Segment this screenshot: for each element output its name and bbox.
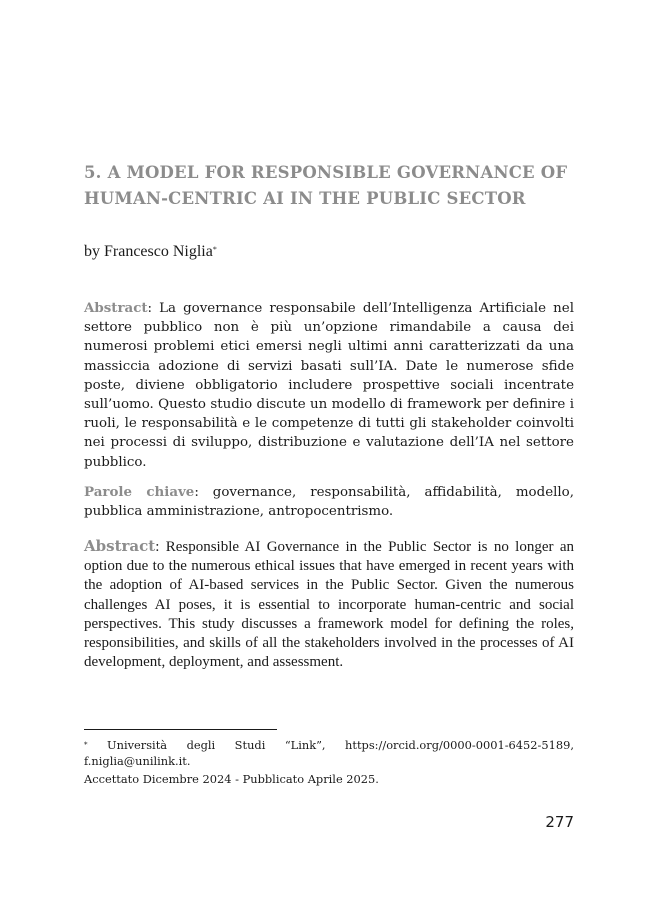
author-byline — [84, 242, 217, 262]
abstract-italian — [84, 299, 574, 472]
footnote-affiliation — [84, 737, 574, 769]
abstract-english-label: Abstract — [84, 537, 156, 555]
abstract-english — [84, 537, 574, 672]
page-number: 277 — [545, 813, 574, 831]
keywords-italian-text: : governance, responsabilità, affidabilità, modello, pubblica amministrazione, antropocentrismo. — [84, 485, 575, 520]
keywords-italian-label: Parole chiave — [84, 484, 195, 500]
author-name: by Francesco Niglia — [84, 243, 213, 260]
chapter-title: 5. A MODEL FOR RESPONSIBLE GOVERNANCE OF HUMAN-CENTRIC AI IN THE PUBLIC SECTOR — [84, 163, 568, 208]
footnote-affiliation-text: Università degli Studi “Link”, https://orcid.org/0000-0001-6452-5189, f.niglia@unilink.it. — [84, 738, 574, 768]
abstract-italian-text: : La governance responsabile dell’Intelligenza Artificiale nel settore pubblico non è più un’opzione rimandabile a causa dei numerosi problemi etici emersi negli ultimi anni caratterizzati da una massiccia adozione di servizi basati sull’IA. Date le numerose sfide poste, diviene obbligatorio includere prospettive sociali incentrate sull’uomo. Questo studio discute un modello di framework per definire i ruoli, le responsabilità e le competenze di tutti gli stakeholder coinvolti nei processi di sviluppo, distribuzione e valutazione dell’IA nel settore pubblico. — [84, 301, 574, 470]
footnote-marker: * — [84, 741, 88, 749]
abstract-english-text: : Responsible AI Governance in the Public Sector is no longer an option due to the numerous ethical issues that have emerged in recent years with the adoption of AI-based services in the Public Sector. Given the numerous challenges AI poses, it is essential to incorporate human-centric and social perspectives. This study discusses a framework model for defining the roles, responsibilities, and skills of all the stakeholders involved in the processes of AI development, deployment, and assessment. — [84, 539, 574, 671]
footnote-divider — [84, 729, 277, 730]
abstract-italian-label: Abstract — [84, 300, 148, 316]
footnote-dates: Accettato Dicembre 2024 - Pubblicato Aprile 2025. — [84, 772, 379, 786]
keywords-italian — [84, 483, 574, 521]
author-footnote-marker: * — [212, 245, 217, 254]
